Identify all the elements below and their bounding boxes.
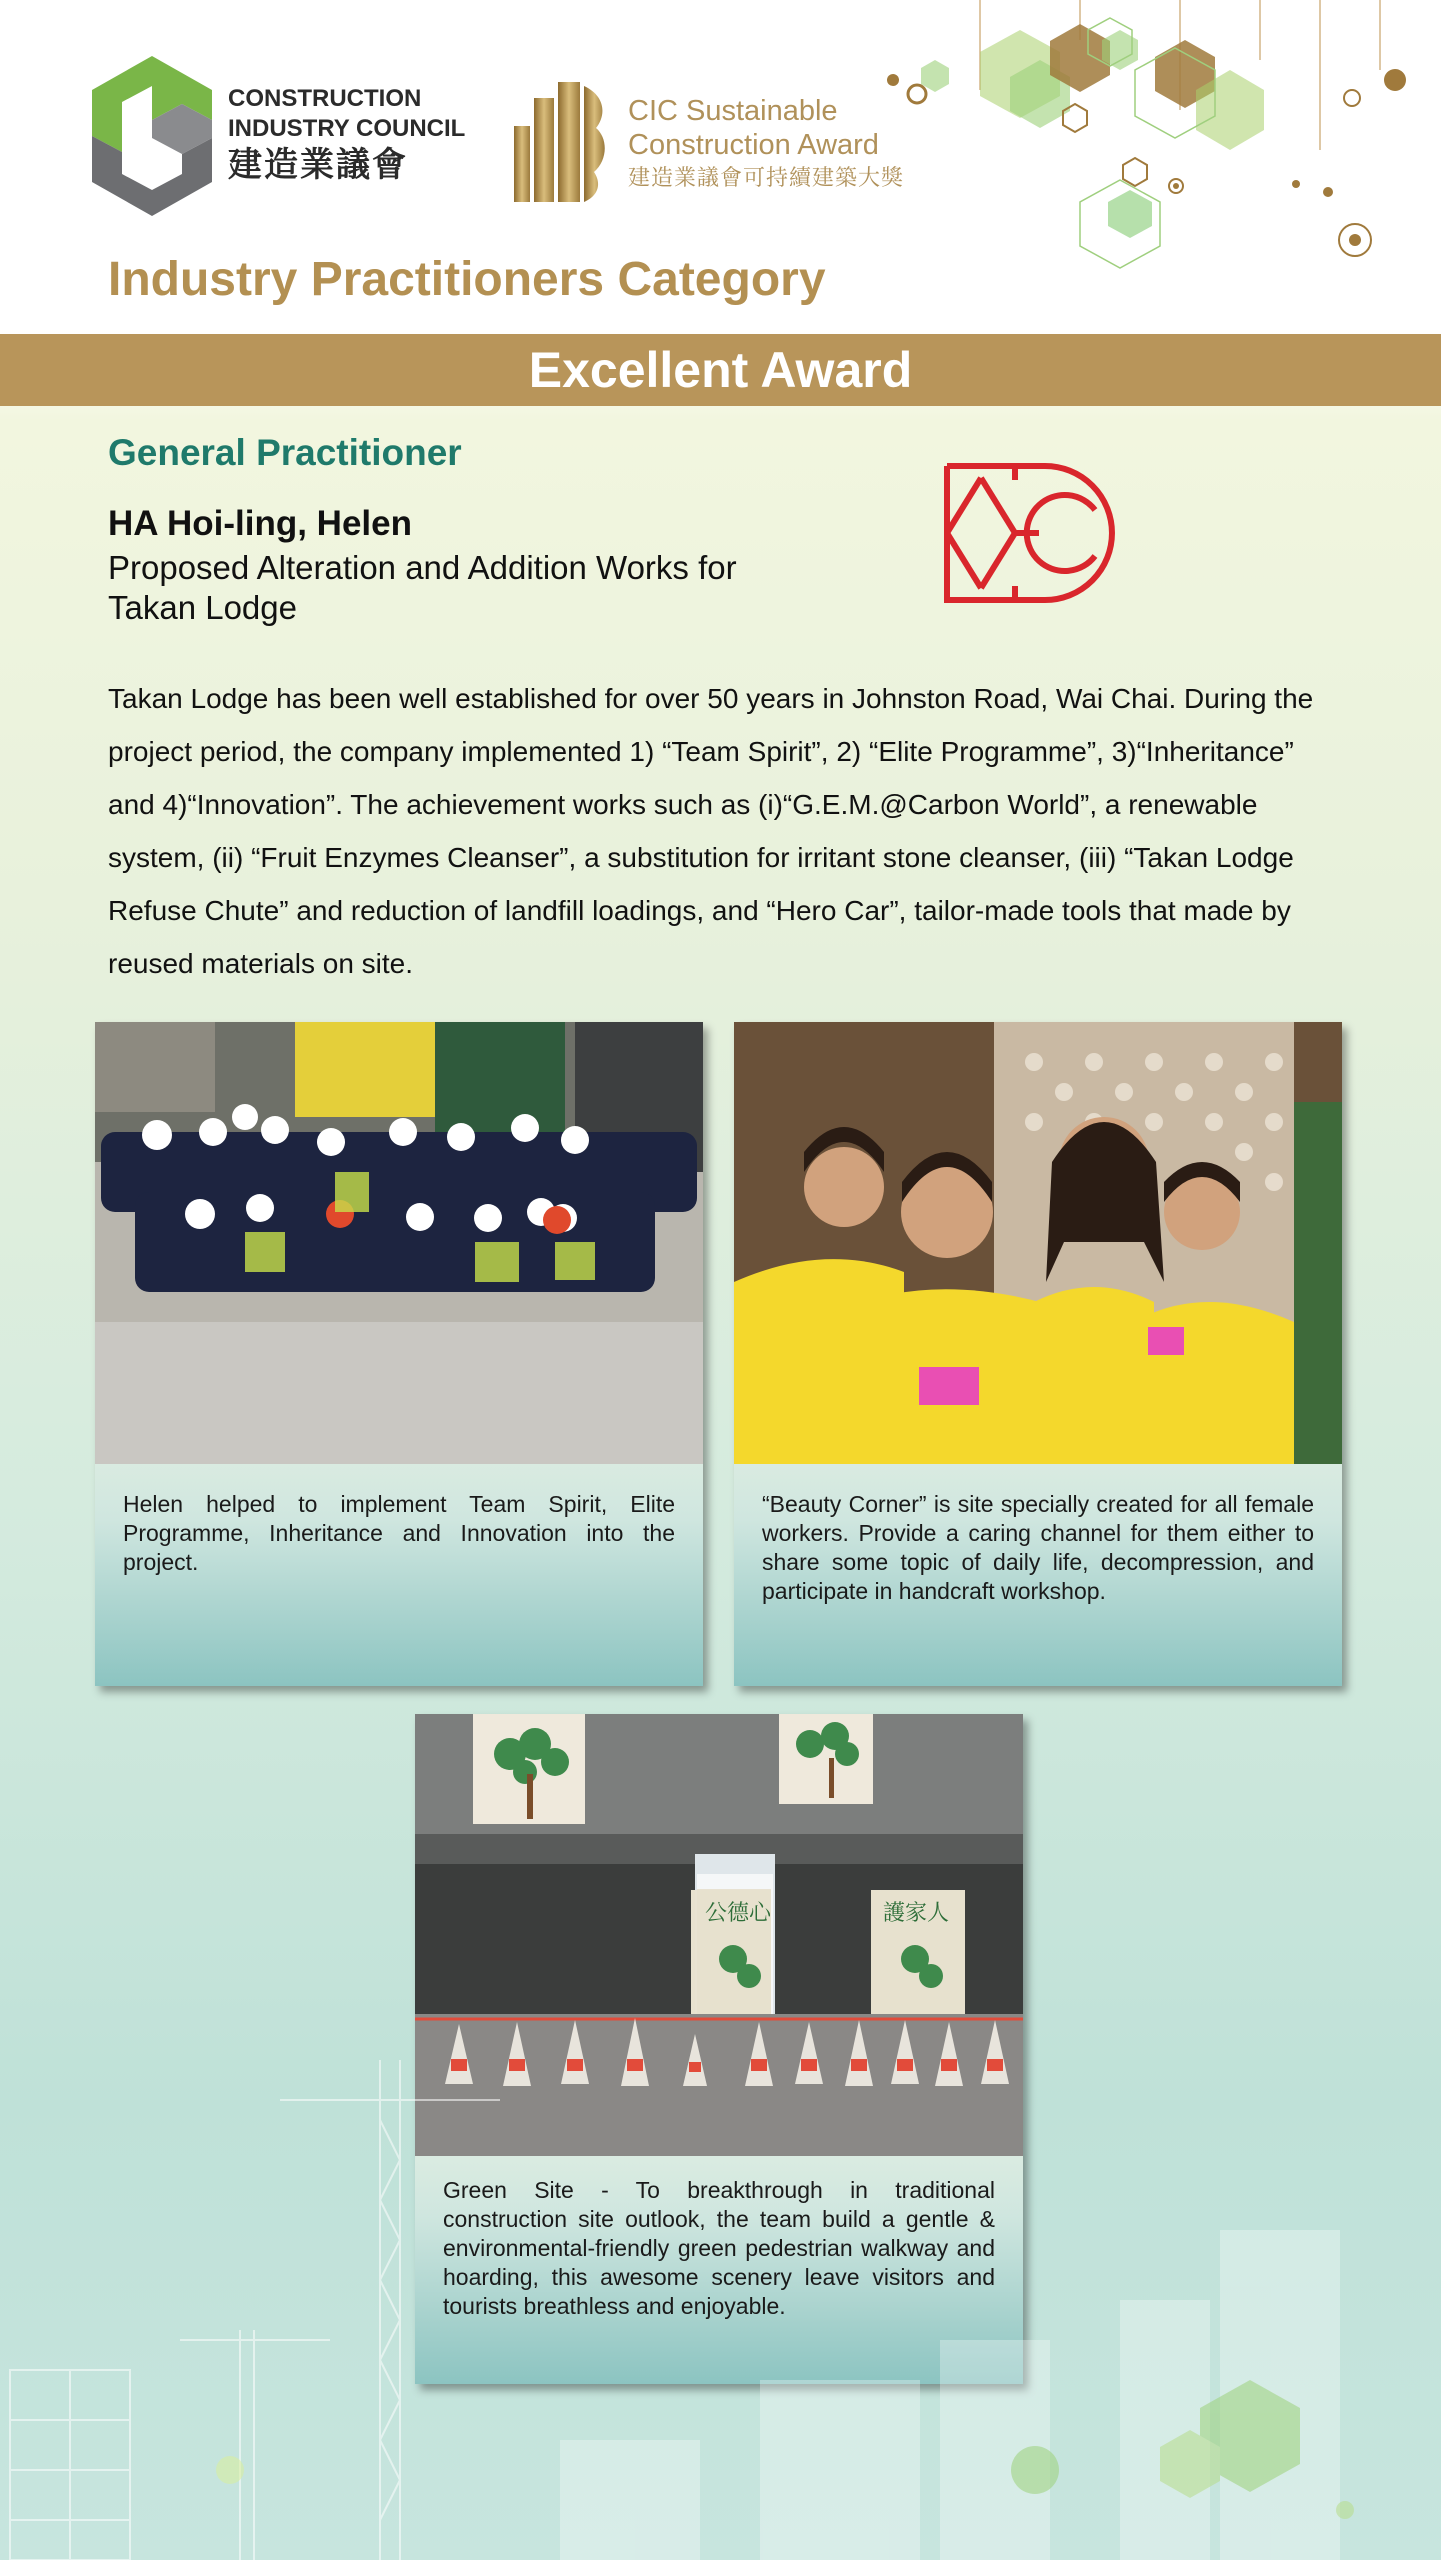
photo-card-beauty-corner <box>734 1022 1342 1686</box>
award-name-zh: 建造業議會可持續建築大獎 <box>628 166 905 191</box>
award-name <box>628 94 904 196</box>
winner-name: HA Hoi-ling, Helen <box>108 504 412 543</box>
project-title-line2: Takan Lodge <box>108 589 297 626</box>
photo-card-team <box>95 1022 703 1686</box>
cic-name-line2: INDUSTRY COUNCIL <box>228 115 466 142</box>
skyline-decoration-icon <box>0 2040 1441 2560</box>
photo-caption: Helen helped to implement Team Spirit, Elite Programme, Inheritance and Innovation into the project. <box>123 1491 675 1575</box>
cic-name <box>228 84 465 186</box>
cic-logo-icon <box>92 56 212 216</box>
category-title: Industry Practitioners Category <box>108 253 826 306</box>
project-title <box>108 548 808 628</box>
award-name-line2: Construction Award <box>628 129 879 161</box>
cic-name-zh: 建造業議會 <box>228 145 408 185</box>
sub-category-heading: General Practitioner <box>108 432 462 473</box>
photo-caption: “Beauty Corner” is site specially created for all female workers. Provide a caring channel for them either to share some topic of daily life, decompression, and participate in handcraft workshop. <box>762 1491 1314 1604</box>
project-title-line1: Proposed Alteration and Addition Works for <box>108 549 737 586</box>
sign-left-text: 公德心 <box>705 1901 772 1926</box>
photo-caption: Green Site - To breakthrough in traditional construction site outlook, the team build a gentle & environmental-friendly green pedestrian walkway and hoarding, this awesome scenery leave visitors and tourists breathless and enjoyable. <box>443 2177 995 2319</box>
sign-right-text: 護家人 <box>883 1901 950 1926</box>
beauty-corner-photo <box>734 1022 1342 1464</box>
award-trophy-icon <box>510 76 620 206</box>
cic-name-line1: CONSTRUCTION <box>228 85 422 112</box>
award-level-banner: Excellent Award <box>0 334 1441 406</box>
company-logo-icon <box>935 458 1115 608</box>
hexagon-decoration-icon <box>880 0 1441 280</box>
team-photo <box>95 1022 703 1464</box>
award-name-line1: CIC Sustainable <box>628 95 838 127</box>
project-description: Takan Lodge has been well established for over 50 years in Johnston Road, Wai Chai. During the project period, the company implemented 1) “Team Spirit”, 2) “Elite Programme”, 3)“Inheritance” and 4)“Innovation”. The achievement works such as (i)“G.E.M.@Carbon World”, a renewable system, (ii) “Fruit Enzymes Cleanser”, a substitution for irritant stone cleanser, (iii) “Takan Lodge Refuse Chute” and reduction of landfill loadings, and “Hero Car”, tailor-made tools that made by reused materials on site. <box>108 683 1314 979</box>
